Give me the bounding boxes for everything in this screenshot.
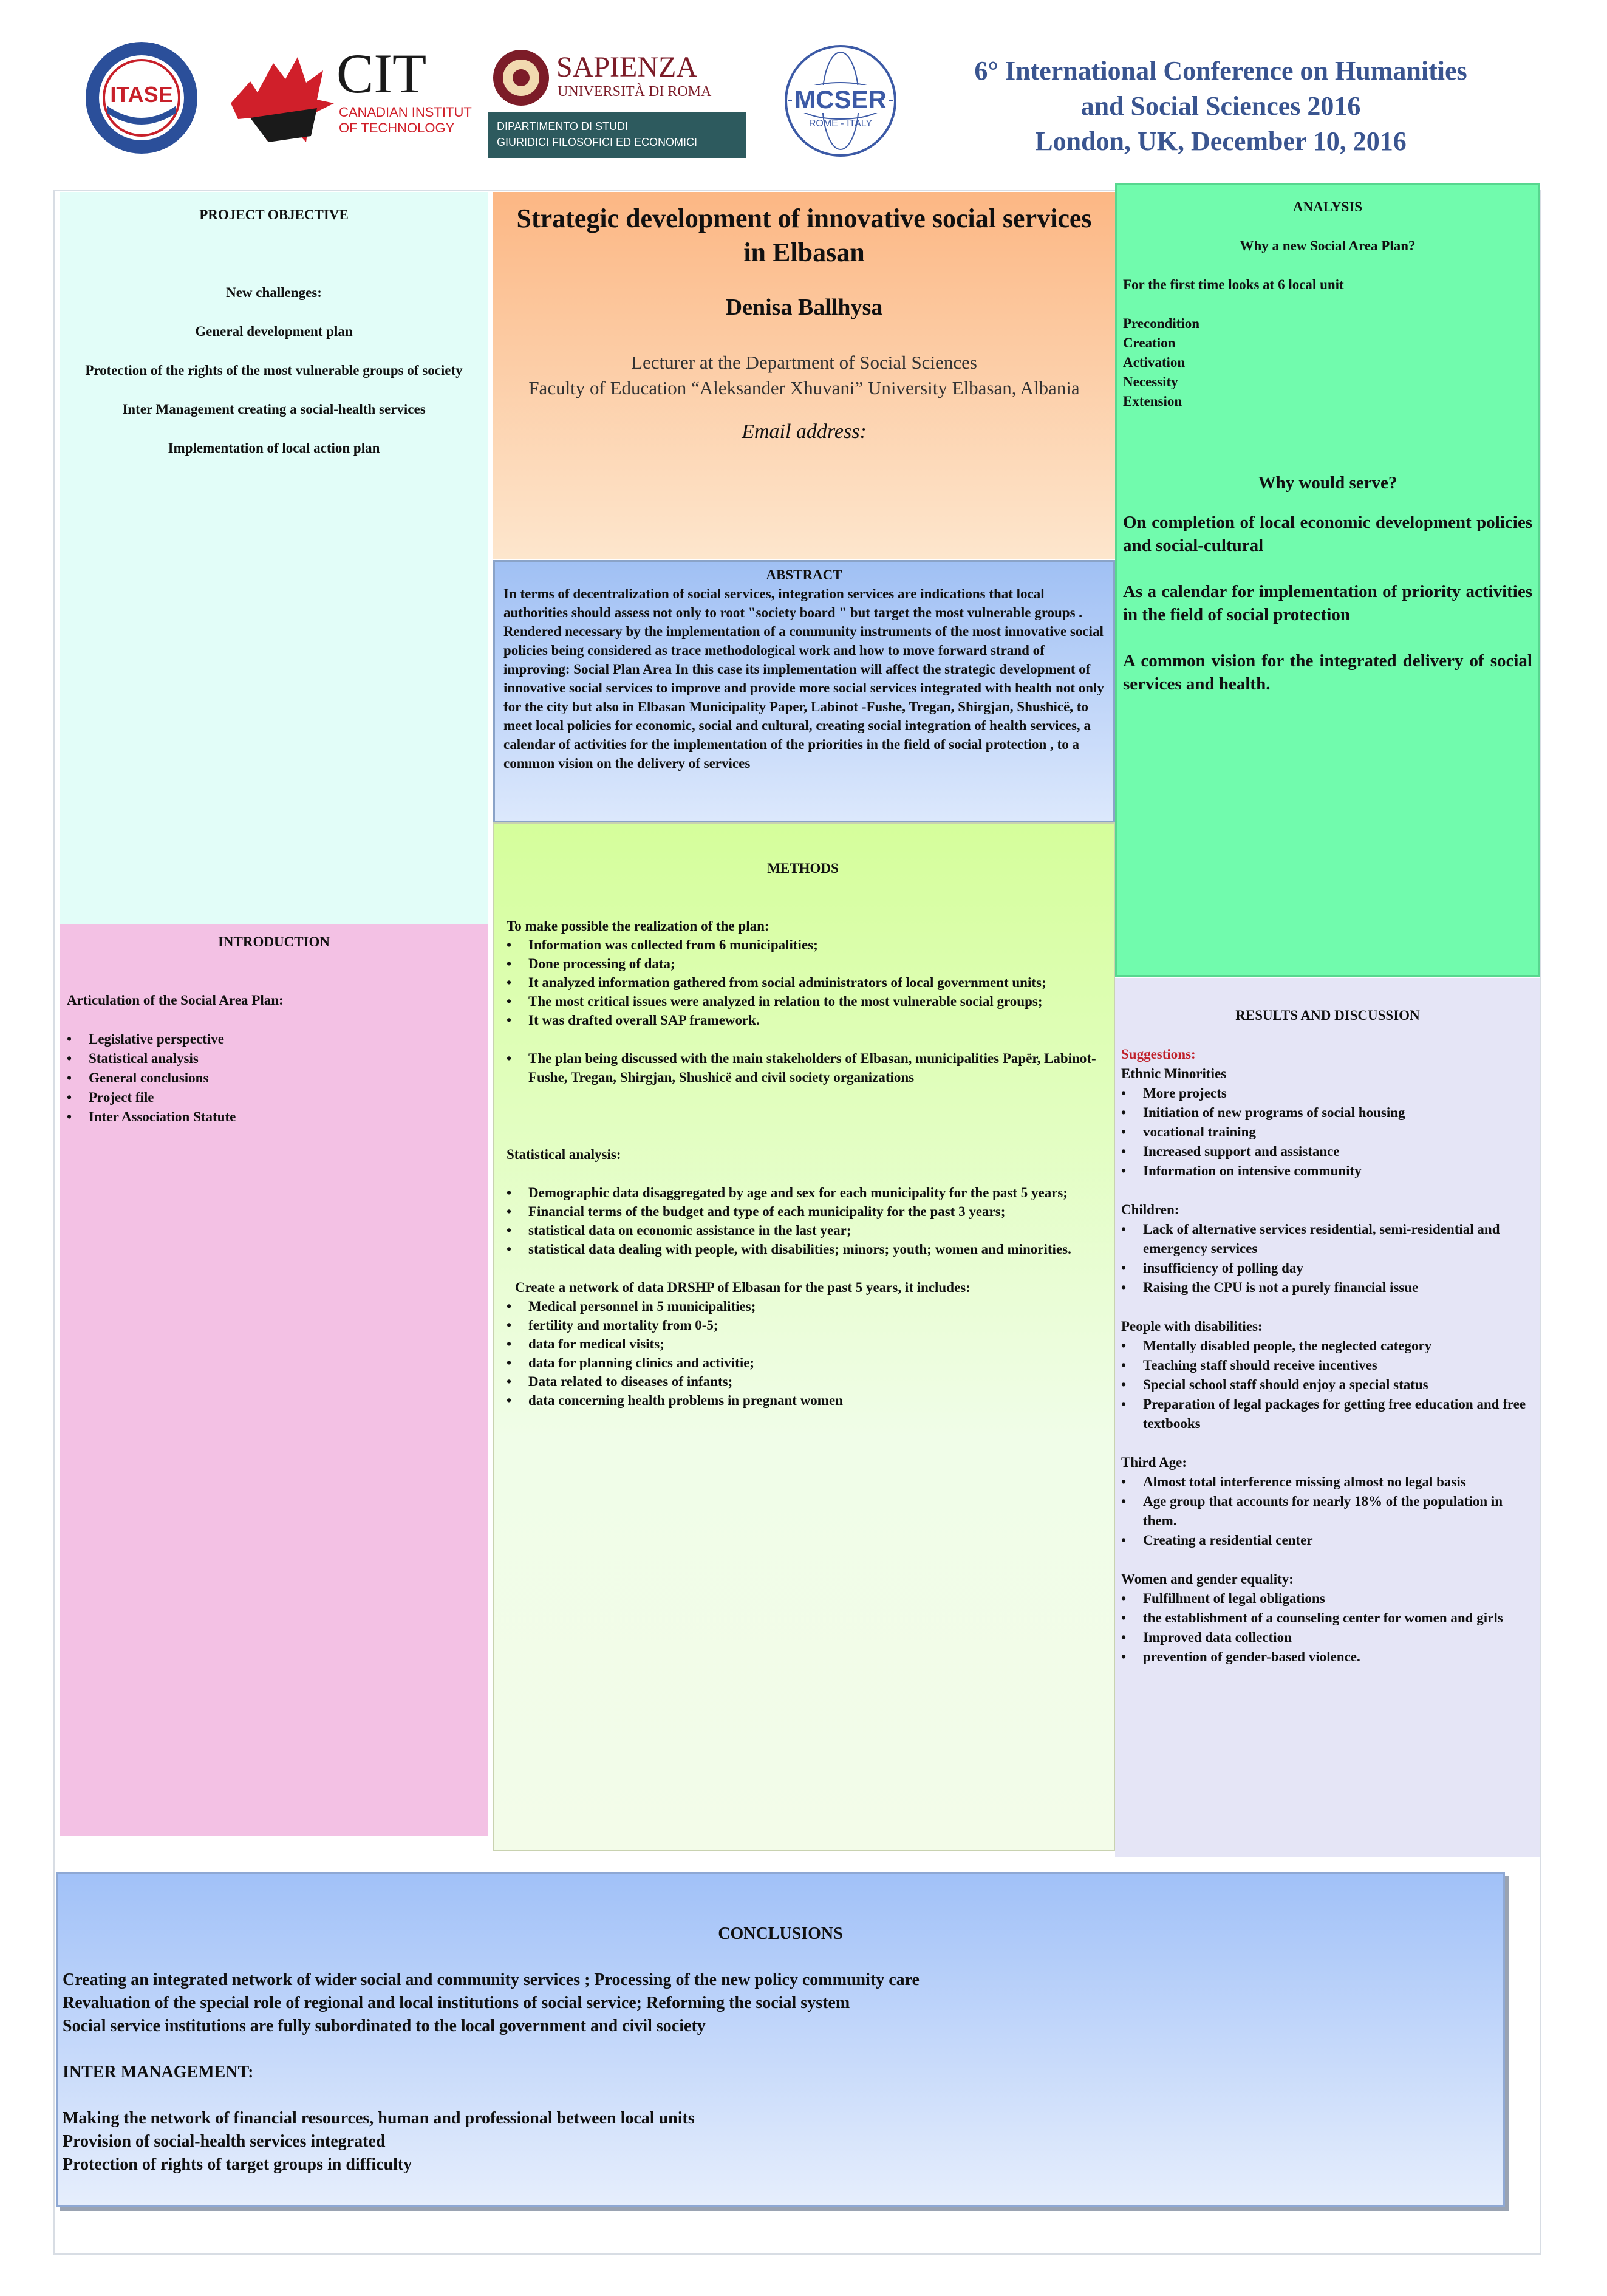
group-title: Third Age: [1121,1455,1187,1470]
conclusion-line: Protection of rights of target groups in difficulty [63,2155,412,2174]
list-item: • Lack of alternative services residential, semi-residential and emergency services [1121,1220,1534,1259]
introduction-heading: INTRODUCTION [217,934,330,949]
results-group-list [1121,1472,1534,1550]
list-item: • Improved data collection [1121,1628,1534,1647]
list-item: • statistical data dealing with people, with disabilities; minors; youth; women and minorities. [507,1240,1099,1259]
mcser-sub: ROME - ITALY [808,118,873,129]
conference-line3: London, UK, December 10, 2016 [1035,126,1407,156]
sapienza-dept1: DIPARTIMENTO DI STUDI [497,120,629,132]
analysis-phase: Activation [1123,355,1186,370]
list-item: • General conclusions [67,1068,481,1088]
group-title: People with disabilities: [1121,1319,1263,1334]
sapienza-sub: UNIVERSITÀ DI ROMA [558,84,712,100]
email-label: Email address: [742,420,867,443]
objective-item: General development plan [195,324,353,339]
list-item: • Special school staff should enjoy a special status [1121,1375,1534,1395]
serve-item: A common vision for the integrated delivery of social services and health. [1123,651,1532,694]
serve-item: As a calendar for implementation of priority activities in the field of social protection [1123,582,1532,624]
objective-item: Implementation of local action plan [168,440,380,456]
sapienza-name: SAPIENZA [556,51,698,83]
list-item: • Done processing of data; [507,954,1099,973]
analysis-heading: ANALYSIS [1292,199,1363,214]
analysis-phase: Necessity [1123,374,1178,389]
results-panel [1115,978,1540,1857]
conference-line1: 6° International Conference on Humanities [974,56,1467,86]
statistical-analysis-list [507,1183,1099,1259]
list-item: • It was drafted overall SAP framework. [507,1011,1099,1030]
methods-heading: METHODS [767,861,839,876]
list-item: • Statistical analysis [67,1049,481,1068]
abstract-panel [493,560,1115,822]
list-item: • data concerning health problems in pregnant women [507,1391,1099,1410]
list-item: • Demographic data disaggregated by age and sex for each municipality for the past 5 years; [507,1183,1099,1202]
analysis-panel [1115,183,1540,977]
conclusion-line: Revaluation of the special role of regional and local institutions of social service; Reforming the social system [63,1994,850,2012]
list-item: • Almost total interference missing almost no legal basis [1121,1472,1534,1492]
results-group-list [1121,1084,1534,1181]
analysis-phase: Extension [1123,394,1182,409]
conference-title [899,53,1543,159]
cit-line2: OF TECHNOLOGY [339,120,455,135]
introduction-panel [60,924,488,1836]
list-item: • It analyzed information gathered from social administrators of local government units; [507,973,1099,992]
cit-line1: CANADIAN INSTITUTE [339,104,472,120]
author-affiliation-1: Lecturer at the Department of Social Sciences [631,352,977,373]
mcser-name: MCSER [794,85,887,114]
author-name: Denisa Ballhysa [725,295,883,320]
list-item: • Fulfillment of legal obligations [1121,1589,1534,1608]
conclusions-panel [56,1872,1505,2207]
list-item: • More projects [1121,1084,1534,1103]
list-item: • the establishment of a counseling center for women and girls [1121,1608,1534,1628]
list-item: • insufficiency of polling day [1121,1259,1534,1278]
list-item: • Raising the CPU is not a purely financial issue [1121,1278,1534,1297]
project-objective-panel [60,192,488,924]
title-panel [493,192,1115,559]
list-item: • data for planning clinics and activitie; [507,1353,1099,1372]
suggestions-label: Suggestions: [1121,1047,1196,1062]
conclusion-line: Making the network of financial resources, human and professional between local units [63,2109,695,2128]
list-item: • Creating a residential center [1121,1531,1534,1550]
list-item: • The most critical issues were analyzed in relation to the most vulnerable social groups; [507,992,1099,1011]
list-item: • Data related to diseases of infants; [507,1372,1099,1391]
objective-item: Inter Management creating a social-health services [122,401,426,417]
itase-logo [72,39,211,157]
list-item: • Age group that accounts for nearly 18% of the population in them. [1121,1492,1534,1531]
list-item: • Teaching staff should receive incentives [1121,1356,1534,1375]
why-serve-heading: Why would serve? [1258,473,1397,493]
methods-list-1 [507,935,1099,1030]
list-item: • Legislative perspective [67,1030,481,1049]
conclusion-line: Social service institutions are fully subordinated to the local government and civil society [63,2017,706,2035]
list-item: • Mentally disabled people, the neglected category [1121,1336,1534,1356]
sapienza-logo [488,44,746,158]
conclusion-line: Creating an integrated network of wider social and community services ; Processing of the new policy community care [63,1970,920,1989]
conclusions-heading: CONCLUSIONS [718,1924,843,1943]
list-item: • Project file [67,1088,481,1107]
list-item: • statistical data on economic assistance in the last year; [507,1221,1099,1240]
sapienza-dept2: GIURIDICI FILOSOFICI ED ECONOMICI [497,136,698,148]
list-item: • prevention of gender-based violence. [1121,1647,1534,1667]
list-item: • Information was collected from 6 municipalities; [507,935,1099,954]
introduction-list [67,1030,481,1127]
cit-logo [226,45,472,154]
network-heading: Create a network of data DRSHP of Elbasan for the past 5 years, it includes: [515,1280,971,1295]
serve-item: On completion of local economic development policies and social-cultural [1123,513,1532,555]
list-item: • Information on intensive community [1121,1161,1534,1181]
list-item: • The plan being discussed with the main stakeholders of Elbasan, municipalities Papër, Labinot-Fushe, Tregan, Shirgjan, Shushicë and civil society organizations [507,1049,1099,1087]
objective-item: New challenges: [226,285,322,300]
author-affiliation-2: Faculty of Education “Aleksander Xhuvani” University Elbasan, Albania [528,377,1080,398]
mcser-logo [770,41,911,160]
results-heading: RESULTS AND DISCUSSION [1235,1008,1420,1023]
methods-list-2 [507,1049,1099,1087]
methods-intro: To make possible the realization of the plan: [507,918,769,934]
group-title: Children: [1121,1202,1179,1217]
analysis-question: Why a new Social Area Plan? [1240,238,1416,253]
analysis-phase: Precondition [1123,316,1200,331]
results-group-list [1121,1220,1534,1297]
analysis-first-time: For the first time looks at 6 local unit [1123,277,1344,292]
conference-line2: and Social Sciences 2016 [1080,91,1361,121]
results-group-list [1121,1336,1534,1433]
poster-title: Strategic development of innovative social services in Elbasan [516,203,1092,267]
abstract-heading: ABSTRACT [766,567,842,583]
inter-management-heading: INTER MANAGEMENT: [63,2063,254,2082]
abstract-text: In terms of decentralization of social services, integration services are indications that local authorities should assess not only to root "society board " but target the most vulnerable groups . Rendered necessary by the implementation of a community instruments of the most innovative social policies being considered as trace methodological work and how to move forward strand of improving: Social Plan Area In this case its implementation will affect the strategic development of innovative social services to improve and provide more social services integrated with health not only for the city but also in Elbasan Municipality Paper, Labinot -Fushe, Tregan, Shirgjan, Shushicë, to meet local policies for economic, social and cultural, creating social integration of health services, a calendar of activities for the implementation of the priorities in the field of social protection , to a common vision on the delivery of services [503,586,1104,771]
group-title: Ethnic Minorities [1121,1066,1227,1081]
list-item: • data for medical visits; [507,1334,1099,1353]
network-list [507,1297,1099,1410]
list-item: • Preparation of legal packages for getting free education and free textbooks [1121,1395,1534,1433]
statistical-analysis-heading: Statistical analysis: [507,1147,621,1162]
list-item: • Initiation of new programs of social housing [1121,1103,1534,1122]
group-title: Women and gender equality: [1121,1571,1294,1587]
methods-panel [493,822,1115,1851]
results-group-list [1121,1589,1534,1667]
list-item: • vocational training [1121,1122,1534,1142]
itase-logo-text: ITASE [110,82,173,107]
list-item: • Inter Association Statute [67,1107,481,1127]
list-item: • Medical personnel in 5 municipalities; [507,1297,1099,1316]
list-item: • Increased support and assistance [1121,1142,1534,1161]
conclusion-line: Provision of social-health services integrated [63,2132,386,2151]
list-item: • Financial terms of the budget and type of each municipality for the past 3 years; [507,1202,1099,1221]
project-objective-heading: PROJECT OBJECTIVE [199,207,349,222]
list-item: • fertility and mortality from 0-5; [507,1316,1099,1334]
objective-item: Protection of the rights of the most vulnerable groups of society [85,363,463,378]
analysis-phase: Creation [1123,335,1176,350]
cit-acronym: CIT [336,45,427,104]
introduction-lead: Articulation of the Social Area Plan: [67,993,284,1008]
